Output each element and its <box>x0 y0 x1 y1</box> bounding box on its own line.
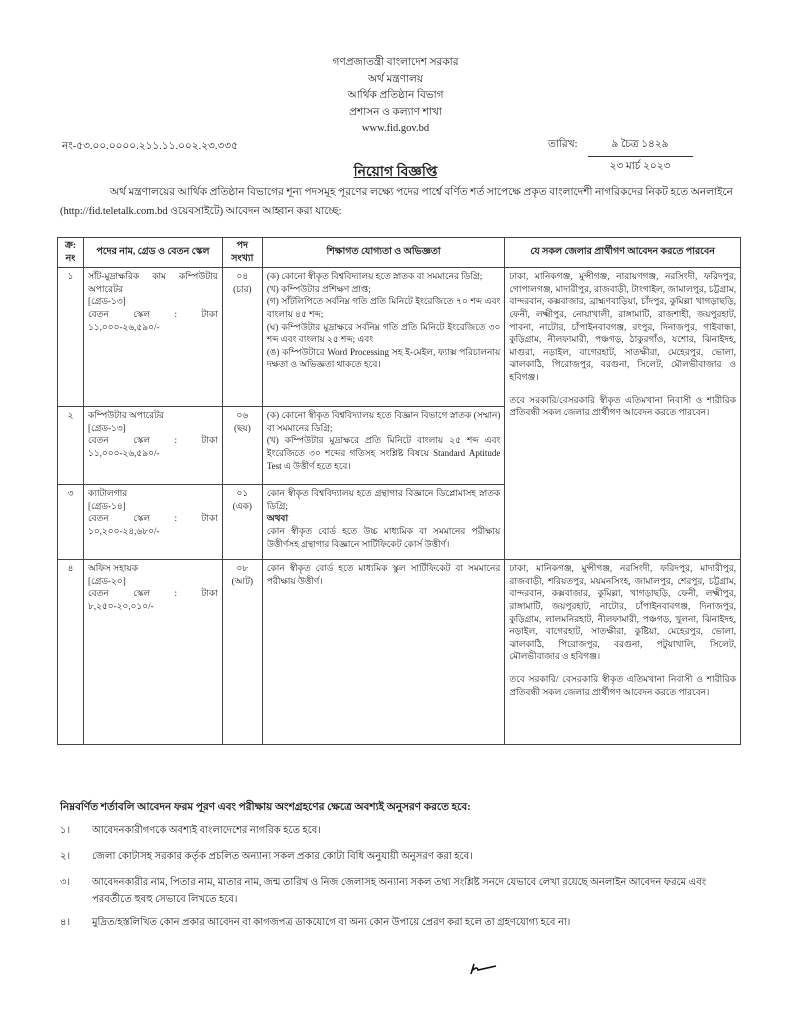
qualification-item: (ক) কোনো স্বীকৃত বিশ্ববিদ্যালয় হতে স্নাতক বা সমমানের ডিগ্রি; <box>266 271 483 282</box>
district-note: তবে সরকারি/ বেসরকারি স্বীকৃত এতিমখানা নিবাসী ও শারীরিক প্রতিবন্ধী সকল জেলার প্রার্থীগণ আবেদন করতে পারবেন। <box>509 673 736 697</box>
qualification-item: কোন স্বীকৃত বোর্ড হতে মাধ্যমিক স্কুল সার্টিফিকেট বা সমমানের পরীক্ষায় উত্তীর্ণ। <box>266 563 501 586</box>
qualification-cell <box>262 560 505 745</box>
post-cell <box>83 407 222 485</box>
table-row <box>58 268 741 407</box>
condition-text: মুদ্রিত/হস্তলিখিত কোন প্রকার আবেদন বা কাগজপত্র ডাকযোগে বা অন্য কোন উপায়ে প্রেরণ করা হলে তা গ্রহণযোগ্য হবে না। <box>92 917 571 928</box>
qualification-cell <box>262 407 505 485</box>
districts-cell <box>505 560 741 745</box>
district-list: ঢাকা, মানিকগঞ্জ, মুন্সীগঞ্জ, নারায়ণগঞ্জ, নরসিংদী, ফরিদপুর, গোপালগঞ্জ, মাদারীপুর, রাজবাড়ী, টাংগাইল, জামালপুর, চট্টগ্রাম, বান্দরবান, কক্সবাজার, ব্রাহ্মণবাড়িয়া, চাঁদপুর, কুমিল্লা খাগড়াছড়ি, ফেনী, লক্ষ্মীপুর, নোয়াখালী, রাঙ্গামাটি, রাজশাহী, জয়পুরহাট, পাবনা, নাটোর, চাঁপাইনবাবগঞ্জ, রংপুর, দিনাজপুর, গাইবান্ধা, কুড়িগ্রাম, নীলফামারী, পঞ্চগড়, ঠাকুরগাঁও, যশোর, ঝিনাইদহ, মাগুরা, নড়াইল, বাগেরহাট, সাতক্ষীরা, মেহেরপুর, ভোলা, ঝালকাঠি, পিরোজপুর, বরগুনা, সিলেট, মৌলভীবাজার ও হবিগঞ্জ। <box>509 271 736 382</box>
serial: ৩ <box>58 485 84 560</box>
post-name: অফিস সহায়ক <box>87 563 139 574</box>
col-qualification: শিক্ষাগত যোগ্যতা ও অভিজ্ঞতা <box>262 238 505 268</box>
condition-text: জেলা কোটাসহ সরকার কর্তৃক প্রচলিত অন্যান্য সকল প্রকার কোটা বিধি অনুযায়ী অনুসরণ করা হবে। <box>92 851 473 862</box>
condition-number: ৩। <box>60 877 71 888</box>
count: ০১ <box>236 488 249 499</box>
branch-name: প্রশাসন ও কল্যাণ শাখা <box>349 106 442 118</box>
condition-text: আবেদনকারীগণকে অবশ্যই বাংলাদেশের নাগরিক হতে হবে। <box>92 825 321 836</box>
grade: [গ্রেড-১৪] <box>87 500 126 511</box>
memo-number: নং-৫৩.০০.০০০০.২১১.১১.০০২.২৩.৩৩৫ <box>62 141 238 152</box>
table-row <box>58 560 741 745</box>
condition-number: ৪। <box>60 917 71 928</box>
grade: [গ্রেড-২০] <box>87 575 126 586</box>
col-count: পদ সংখ্যা <box>222 238 262 268</box>
count-cell <box>222 268 262 407</box>
qualification-item: কোন স্বীকৃত বোর্ড হতে উচ্চ মাধ্যমিক বা সমমানের পরীক্ষায় উত্তীর্ণসহ গ্রন্থাগার বিজ্ঞানে সার্টিফিকেট কোর্স উত্তীর্ণ। <box>266 525 501 549</box>
district-list: ঢাকা, মানিকগঞ্জ, মুন্সীগঞ্জ, নরসিংদী, ফরিদপুর, মাদারীপুর, রাজবাড়ী, শরিয়তপুর, ময়মনসিংহ, জামালপুর, শেরপুর, চট্টগ্রাম, বান্দরবান, কক্সবাজার, কুমিল্লা, খাগড়াছড়ি, ফেনী, লক্ষ্মীপুর, রাঙ্গামাটি, জয়পুরহাট, নাটোর, চাঁপাইনবাবগঞ্জ, দিনাজপুর, কুড়িগ্রাম, লালমনিরহাট, নীলফামারী, পঞ্চগড়, খুলনা, ঝিনাইদহ, নড়াইল, বাগেরহাট, সাতক্ষীরা, কুষ্টিয়া, মেহেরপুর, ভোলা, ঝালকাঠি, পিরোজপুর, বরগুনা, পটুয়াখালি, সিলেট, মৌলভীবাজার ও হবিগঞ্জ। <box>509 563 736 662</box>
date-english: ২৩ মার্চ ২০২৩ <box>609 161 671 172</box>
post-cell <box>83 268 222 407</box>
count-cell <box>222 560 262 745</box>
letterhead <box>0 55 791 138</box>
count-cell <box>222 407 262 485</box>
post-name: সাঁট-মুদ্রাক্ষরিক কাম কম্পিউটার অপারেটর <box>87 271 218 294</box>
condition-item <box>60 874 740 908</box>
qualification-item: কোন স্বীকৃত বিশ্ববিদ্যালয় হতে গ্রন্থাগার বিজ্ঞানে ডিপ্লোমাসহ স্নাতক ডিগ্রি; <box>266 488 501 511</box>
date-bangla: ৯ চৈত্র ১৪২৯ <box>588 137 693 157</box>
col-districts: যে সকল জেলার প্রার্থীগণ আবেদন করতে পারবেন <box>505 238 741 268</box>
count: ০৬ <box>236 410 249 421</box>
table-header <box>58 238 741 268</box>
pay-scale: বেতন স্কেল : টাকা ১১,০০০-২৬,৫৯০/- <box>87 308 218 332</box>
division-name: আর্থিক প্রতিষ্ঠান বিভাগ <box>347 90 444 101</box>
qualification-item: (খ) কম্পিউটার মুদ্রাক্ষরে প্রতি মিনিটে বাংলায় ২৫ শব্দ এবং ইংরেজিতে ৩০ শব্দের গতিসহ সংশ্লিষ্ট বিষয়ে Standard Aptitude Test এ উত্তীর্ণ হতে হবে। <box>266 435 501 471</box>
condition-item <box>60 914 740 931</box>
condition-text: আবেদনকারীর নাম, পিতার নাম, মাতার নাম, জন্ম তারিখ ও নিজ জেলাসহ অন্যান্য সকল তথ্য সংশ্লিষ্ট সনদে যেভাবে লেখা রয়েছে অনলাইন আবেদন ফরমে এবং পরবর্তীতে হুবহু সেভাবে লিখতে হবে। <box>92 877 707 905</box>
post-name: ক্যাটালগার <box>87 488 128 499</box>
signature-mark <box>468 962 498 976</box>
qualification-item: (ঙ) কম্পিউটারে Word Processing সহ ই-মেইল, ফ্যাক্স পরিচালনায় দক্ষতা ও অভিজ্ঞতা থাকতে হবে। <box>266 346 501 370</box>
pay-scale: বেতন স্কেল : টাকা ৮,২৫০-২০,০১০/- <box>87 588 218 611</box>
serial: ১ <box>58 268 84 407</box>
count-word: (আট) <box>231 575 254 586</box>
conditions-heading: নিম্নবর্ণিত শর্তাবলি আবেদন ফরম পূরণ এবং পরীক্ষায় অংশগ্রহণের ক্ষেত্রে অবশ্যই অনুসরণ করতে হবে: <box>60 802 471 813</box>
count-cell <box>222 485 262 560</box>
post-name: কম্পিউটার অপারেটর <box>87 410 164 421</box>
page-title: নিয়োগ বিজ্ঞপ্তি <box>353 165 438 180</box>
serial: ২ <box>58 407 84 485</box>
post-cell <box>83 485 222 560</box>
count: ০৪ <box>236 271 249 282</box>
website: www.fid.gov.bd <box>361 123 430 134</box>
grade: [গ্রেড-১৩] <box>87 422 126 433</box>
post-cell <box>83 560 222 745</box>
qualification-or: অথবা <box>266 513 289 524</box>
date-label: তারিখ: <box>548 139 578 150</box>
condition-number: ১। <box>60 825 71 836</box>
pay-scale: বেতন স্কেল : টাকা ১০,২০০-২৪,৬৮০/- <box>87 513 218 536</box>
qualification-item: (ঘ) কম্পিউটার মুদ্রাক্ষরে সর্বনিম্ন গতি প্রতি মিনিটে ইংরেজিতে ৩০ শব্দ এবং বাংলায় ২৫ শব্দ; এবং <box>266 321 501 345</box>
govt-name: গণপ্রজাতন্ত্রী বাংলাদেশ সরকার <box>332 57 459 68</box>
serial: ৪ <box>58 560 84 745</box>
condition-item <box>60 822 740 839</box>
ministry-name: অর্থ মন্ত্রণালয় <box>367 73 424 85</box>
district-note: তবে সরকারি/বেসরকারি স্বীকৃত এতিমখানা নিবাসী ও শারীরিক প্রতিবন্ধী সকল জেলার প্রার্থীগণ আবেদন করতে পারবেন। <box>509 394 736 418</box>
condition-item <box>60 848 740 865</box>
count-word: (ছয়) <box>233 422 251 433</box>
pay-scale: বেতন স্কেল : টাকা ১১,০০০-২৬,৫৯০/- <box>87 435 218 458</box>
count-word: (চার) <box>233 283 252 294</box>
intro-paragraph: অর্থ মন্ত্রণালয়ের আর্থিক প্রতিষ্ঠান বিভাগের শূন্য পদসমূহ পূরণের লক্ষ্যে পদের পার্শ্বে বর্ণিত শর্ত সাপেক্ষে প্রকৃত বাংলাদেশী নাগরিকদের নিকট হতে অনলাইনে (http://fid.teletalk.com.bd ওয়েবসাইটে) আবেদন আহ্বান করা যাচ্ছে: <box>60 187 733 217</box>
condition-number: ২। <box>60 851 71 862</box>
grade: [গ্রেড-১৩] <box>87 296 126 307</box>
count-word: (এক) <box>232 500 252 511</box>
qualification-item: (খ) কম্পিউটার প্রশিক্ষণ প্রাপ্ত; <box>266 283 371 294</box>
districts-cell <box>505 268 741 560</box>
col-post: পদের নাম, গ্রেড ও বেতন স্কেল <box>83 238 222 268</box>
qualification-cell <box>262 485 505 560</box>
count: ০৮ <box>236 563 249 574</box>
qualification-item: (ক) কোনো স্বীকৃত বিশ্ববিদ্যালয় হতে বিজ্ঞান বিভাগে স্নাতক (সম্মান) বা সমমানের ডিগ্রি; <box>266 410 501 433</box>
qualification-item: (গ) সাঁটলিপিতে সর্বনিম্ন গতি প্রতি মিনিটে ইংরেজিতে ৭০ শব্দ এবং বাংলায় ৪৫ শব্দ; <box>266 296 501 319</box>
vacancy-table <box>57 237 741 745</box>
qualification-cell <box>262 268 505 407</box>
col-serial: ক্র: নং <box>58 238 84 268</box>
